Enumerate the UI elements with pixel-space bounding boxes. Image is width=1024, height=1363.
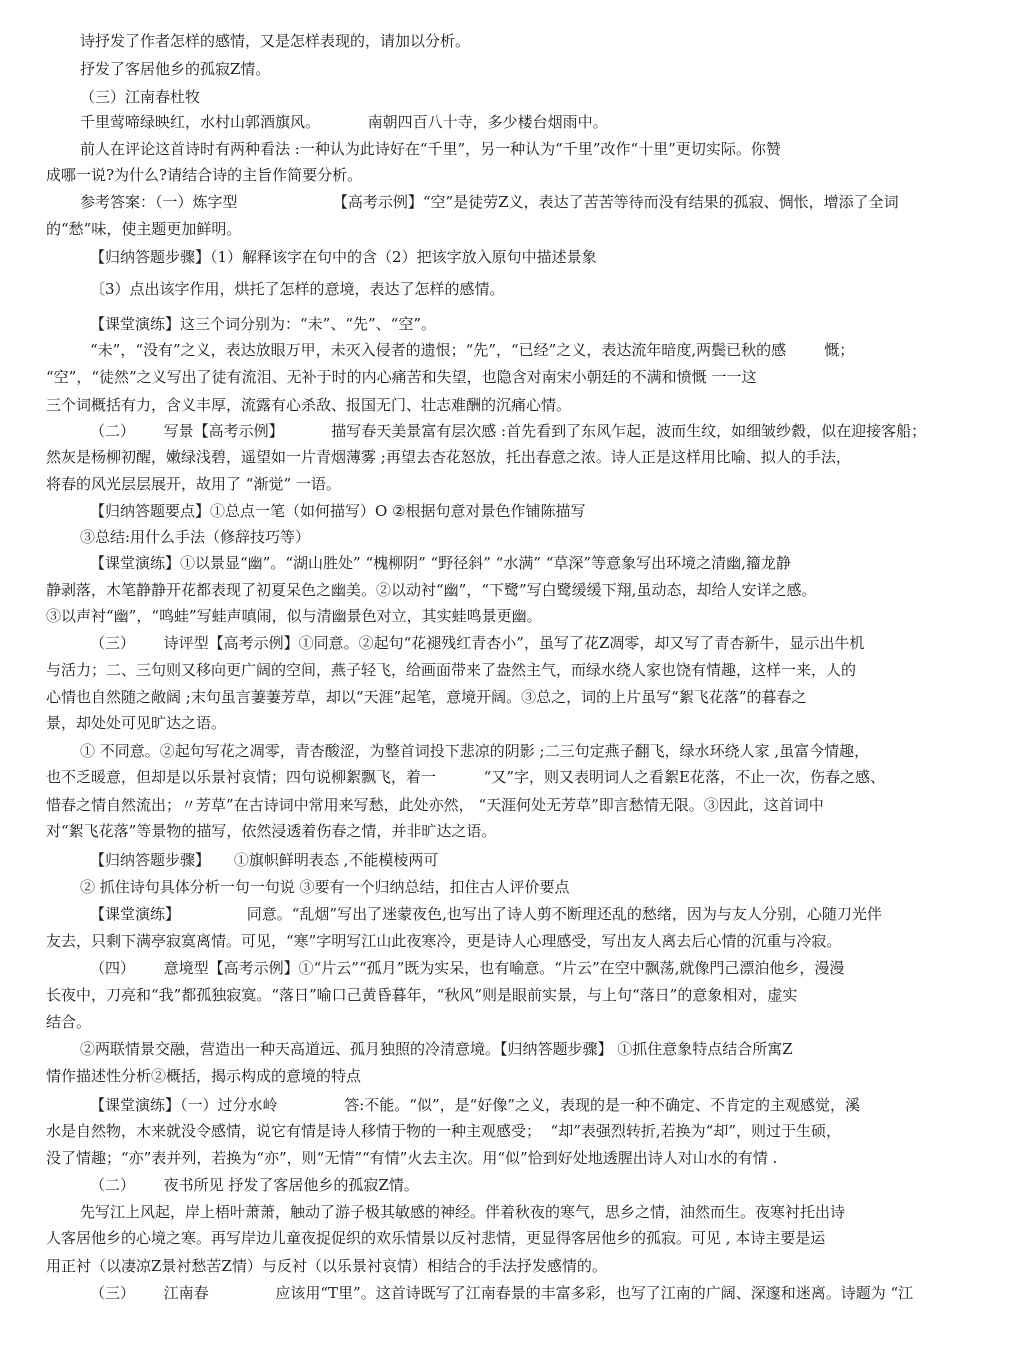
text-line: 【课堂演练】这三个词分别为：“未”、“先”、“空”。 [90,315,437,333]
text-line: （三） 诗评型【高考示例】①同意。②起句“花褪残红青杏小”，虽写了花Z凋零，却又写了青杏新牛，显示出牛机 [90,634,865,652]
text-line: ②两联情景交融，营造出一种天高道远、孤月独照的冷清意境。【归纳答题步骤】 ①抓住意象特点结合所寓Z [80,1040,793,1058]
text-line: 抒发了客居他乡的孤寂Z情。 [80,60,271,78]
text-line: 参考答案：（一）炼字型 【高考示例】“空”是徒劳Z义，表达了苦苦等待而没有结果的孤寂、惆怅，增添了全词 [80,193,899,211]
text-line: 情作描述性分析②概括，揭示构成的意境的特点 [46,1067,362,1085]
text-line: （二） 写景【高考示例】 描写春天美景富有层次感 :首先看到了东风乍起，波而生纹，如细皱纱縠，似在迎接客船； [90,422,927,440]
text-line: 然灰是杨柳初醒，嫩绿浅碧，遥望如一片青烟薄雾 ;再望去杏花怒放，托出春意之浓。诗人正是这样用比喻、拟人的手法， [46,448,851,466]
text-line: 惜春之情自然流出；〃芳草”在古诗词中常用来写愁，此处亦然， “天涯何处无芳草”即言愁情无限。③因此，这首词中 [46,796,824,814]
text-line: 【课堂演练】（一）过分水岭 答:不能。“似”，是“好像”之义，表现的是一种不确定、不肯定的主观感觉，溪 [90,1096,860,1114]
text-line: 对“絮飞花落”等景物的描写，依然浸透着伤春之情，并非旷达之语。 [46,822,497,840]
text-line: 的“愁”味，使主题更加鲜明。 [46,220,242,238]
text-line: 【课堂演练】①以景显“幽”。“湖山胜处” “槐柳阴” “野径斜” “水满” “草深”等意象写出环境之清幽,籀龙静 [90,554,791,572]
text-line: ① 不同意。②起句写花之凋零，青杏酸涩，为整首词投下悲凉的阴影 ;二三句定燕子翻飞，绿水环绕人家 ,虽富今情趣， [80,742,870,760]
text-line: 先写江上风起，岸上梧叶萧萧，触动了游子极其敏感的神经。伴着秋夜的寒气，思乡之情，油然而生。夜寒衬托出诗 [80,1203,846,1221]
text-line: 〔3）点出该字作用，烘托了怎样的意境，表达了怎样的感情。 [90,280,505,298]
text-line: 【归纳答题步骤】（1）解释该字在句中的含（2）把该字放入原句中描述景象 [90,248,597,266]
text-line: （二） 夜书所见 抒发了客居他乡的孤寂Z情。 [90,1176,419,1194]
text-line: 静剥落，木笔静静开花都表现了初夏呆色之幽美。②以动衬“幽”，“下鹭”写白鹭缓缓下翔,虽动态，却给人安详之感。 [46,581,817,599]
text-line: 长夜中，刀亮和“我”都孤独寂寞。“落日”喻口己黄昏暮年，“秋风”则是眼前实景，与上句“落日”的意象相对，虚实 [46,986,798,1004]
text-line: 没了情趣；“亦”表并列，若换为“亦”，则“无情”“有情”火去主次。用“似”恰到好处地透腥出诗人对山水的有情 . [46,1149,778,1167]
text-line: 结合。 [46,1013,92,1031]
text-line: 千里莺啼绿映红，水村山郭酒旗风。 南朝四百八十寺，多少楼台烟雨中。 [80,113,608,131]
text-line: （三） 江南春 应该用“T里”。这首诗既写了江南春景的丰富多彩，也写了江南的广阔、深邃和迷离。诗题为 “江 [90,1284,914,1302]
text-line: 也不乏暖意，但却是以乐景衬哀情；四句说柳絮飘飞，着一 “又”字，则又表明词人之看絮E花落，不止一次，伤春之感、 [46,768,885,786]
text-line: 人客居他乡的心境之寒。再写岸边儿童夜捉促织的欢乐情景以反衬悲情，更显得客居他乡的孤寂。可见 , 本诗主要是运 [46,1229,826,1247]
text-line: 心情也自然随之敞阔 ;末句虽言萋萋芳草，却以“天涯”起笔，意境开阔。③总之，词的上片虽写“絮飞花落”的暮春之 [46,688,807,706]
text-line: （四） 意境型【高考示例】①“片云”“孤月”既为实呆，也有喻意。“片云”在空中飘荡,就像門己漂泊他乡，漫漫 [90,959,845,977]
text-line: 诗抒发了作者怎样的感情，又是怎样表现的，请加以分析。 [80,32,471,50]
text-line: （三）江南春杜牧 [80,88,201,106]
text-line: “未”，“没有”之义，表达放眼万甲，未灭入侵者的遗恨；“先”，“已经”之义，表达流年暗度,两鬓已秋的感 慨； [90,341,855,359]
text-line: 前人在评论这首诗时有两种看法 :一种认为此诗好在“千里”，另一种认为“千里”改作“十里”更切实际。你赞 [80,140,781,158]
text-line: ③以声衬“幽”，“鸣蛙”写蛙声嗔闹，似与清幽景色对立，其实蛙鸣景更幽。 [46,607,542,625]
text-line: 与活力；二、三句则又移向更广阔的空间，燕子轻飞，给画面带来了盎然主气，而绿水绕人家也饶有情趣，这样一来，人的 [46,661,857,679]
text-line: 将春的风光层层展开，故用了 “渐觉” 一语。 [46,475,341,493]
text-line: 友去，只剩下满亭寂寞离情。可见，“寒”字明写江山此夜寒冷，更是诗人心理感受，写出友人离去后心情的沉重与冷寂。 [46,932,842,950]
text-line: 【归纳答题步骤】 ①旗帜鲜明表态 ,不能模棱两可 [90,851,439,869]
text-line: 三个词概括有力，含义丰厚，流露有心杀敌、报国无门、壮志难酬的沉痛心情。 [46,396,572,414]
text-line: “空”，“徒然”之义写出了徒有流泪、无补于时的内心痛苦和失望，也隐含对南宋小朝廷的不满和愤慨 一一这 [46,368,757,386]
text-line: 【课堂演练】 同意。“乱烟”写出了迷蒙夜色,也写出了诗人剪不断理还乱的愁绪，因为与友人分别，心随刀光伴 [90,905,882,923]
text-line: ③总结:用什么手法（修辞技巧等） [80,528,311,546]
text-line: 成哪一说?为什么?请结合诗的主旨作简要分析。 [46,166,363,184]
text-line: 水是自然物，木来就没令感情，说它有情是诗人移情于物的一种主观感受； “却”表强烈转折,若换为“却”，则过于生硕， [46,1122,841,1140]
text-line: ② 抓住诗句具体分析一句一句说 ③要有一个归纳总结，扣住古人评价要点 [80,878,570,896]
text-line: 用正衬（以凄凉Z景衬愁苦Z情）与反衬（以乐景衬哀情）相结合的手法抒发感情的。 [46,1257,607,1275]
text-line: 【归纳答题要点】①总点一笔（如何描写）O ②根据句意对景色作铺陈描写 [90,502,586,520]
text-line: 景，却处处可见旷达之语。 [46,714,227,732]
